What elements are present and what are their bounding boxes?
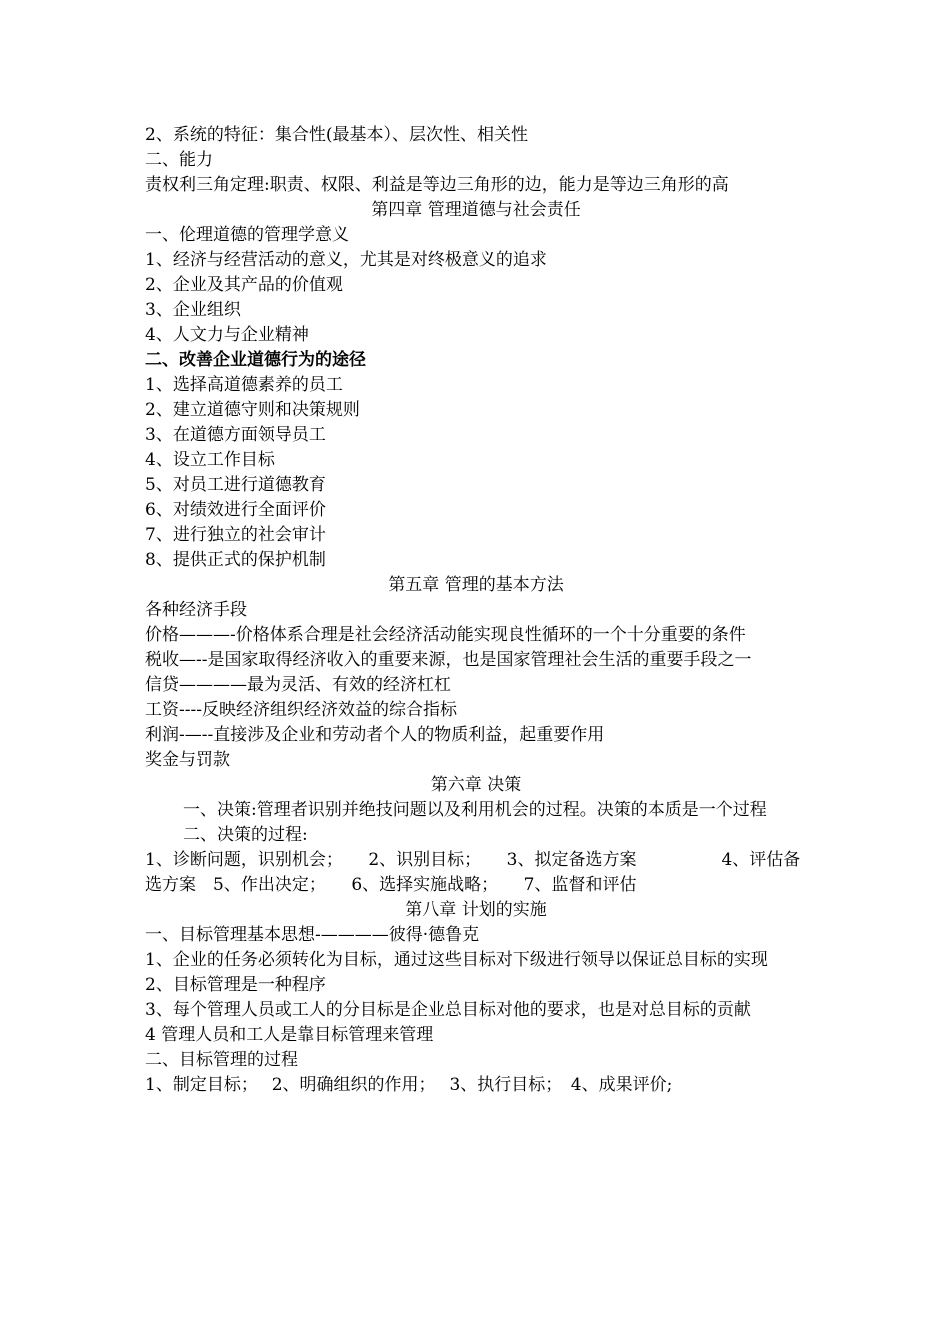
paragraph-tax: 税收—--是国家取得经济收入的重要来源，也是国家管理社会生活的重要手段之一	[145, 650, 752, 670]
section-heading-economic-means: 各种经济手段	[145, 600, 247, 620]
paragraph-decision-steps: 1、诊断问题，识别机会； 2、识别目标； 3、拟定备选方案 4、评估备选方案 5、作出决定； 6、选择实施战略； 7、监督和评估	[145, 850, 801, 895]
section-heading-improve-ethics: 二、改善企业道德行为的途径	[145, 350, 366, 370]
paragraph-system-features: 2、系统的特征：集合性(最基本）、层次性、相关性	[145, 125, 528, 145]
list-item: 3、在道德方面领导员工	[145, 425, 326, 445]
paragraph-bonus: 奖金与罚款	[145, 750, 230, 770]
chapter-title-8: 第八章 计划的实施	[405, 900, 547, 920]
document-page	[145, 123, 807, 1098]
paragraph-decision-definition: 一、决策:管理者识别并绝技问题以及利用机会的过程。决策的本质是一个过程	[183, 800, 767, 820]
list-item: 3、每个管理人员或工人的分目标是企业总目标对他的要求，也是对总目标的贡献	[145, 1000, 751, 1020]
paragraph-credit: 信贷————最为灵活、有效的经济杠杠	[145, 675, 451, 695]
list-item: 8、提供正式的保护机制	[145, 550, 326, 570]
list-item: 1、经济与经营活动的意义，尤其是对终极意义的追求	[145, 250, 547, 270]
section-heading-decision-process: 二、决策的过程:	[183, 825, 308, 845]
list-item: 5、对员工进行道德教育	[145, 475, 326, 495]
list-item: 4 管理人员和工人是靠目标管理来管理	[145, 1025, 434, 1045]
list-item: 1、选择高道德素养的员工	[145, 375, 343, 395]
paragraph-triangle-theorem: 责权利三角定理:职责、权限、利益是等边三角形的边，能力是等边三角形的高	[145, 175, 729, 195]
chapter-title-4: 第四章 管理道德与社会责任	[371, 200, 581, 220]
chapter-title-6: 第六章 决策	[430, 775, 522, 795]
list-item: 4、设立工作目标	[145, 450, 275, 470]
section-heading-mbo-process: 二、目标管理的过程	[145, 1050, 298, 1070]
section-heading-mbo: 一、目标管理基本思想-————彼得·德鲁克	[145, 925, 480, 945]
heading-ability: 二、能力	[145, 150, 213, 170]
section-heading-ethics: 一、伦理道德的管理学意义	[145, 225, 349, 245]
paragraph-mbo-steps: 1、制定目标； 2、明确组织的作用； 3、执行目标； 4、成果评价;	[145, 1075, 673, 1095]
list-item: 2、目标管理是一种程序	[145, 975, 326, 995]
chapter-title-5: 第五章 管理的基本方法	[388, 575, 564, 595]
paragraph-profit: 利润-—--直接涉及企业和劳动者个人的物质利益，起重要作用	[145, 725, 605, 745]
list-item: 3、企业组织	[145, 300, 241, 320]
paragraph-price: 价格———-价格体系合理是社会经济活动能实现良性循环的一个十分重要的条件	[145, 625, 746, 645]
list-item: 4、人文力与企业精神	[145, 325, 309, 345]
list-item: 2、企业及其产品的价值观	[145, 275, 343, 295]
list-item: 6、对绩效进行全面评价	[145, 500, 326, 520]
list-item: 2、建立道德守则和决策规则	[145, 400, 360, 420]
list-item: 7、进行独立的社会审计	[145, 525, 326, 545]
list-item: 1、企业的任务必须转化为目标，通过这些目标对下级进行领导以保证总目标的实现	[145, 950, 768, 970]
paragraph-wage: 工资----反映经济组织经济效益的综合指标	[145, 700, 457, 720]
